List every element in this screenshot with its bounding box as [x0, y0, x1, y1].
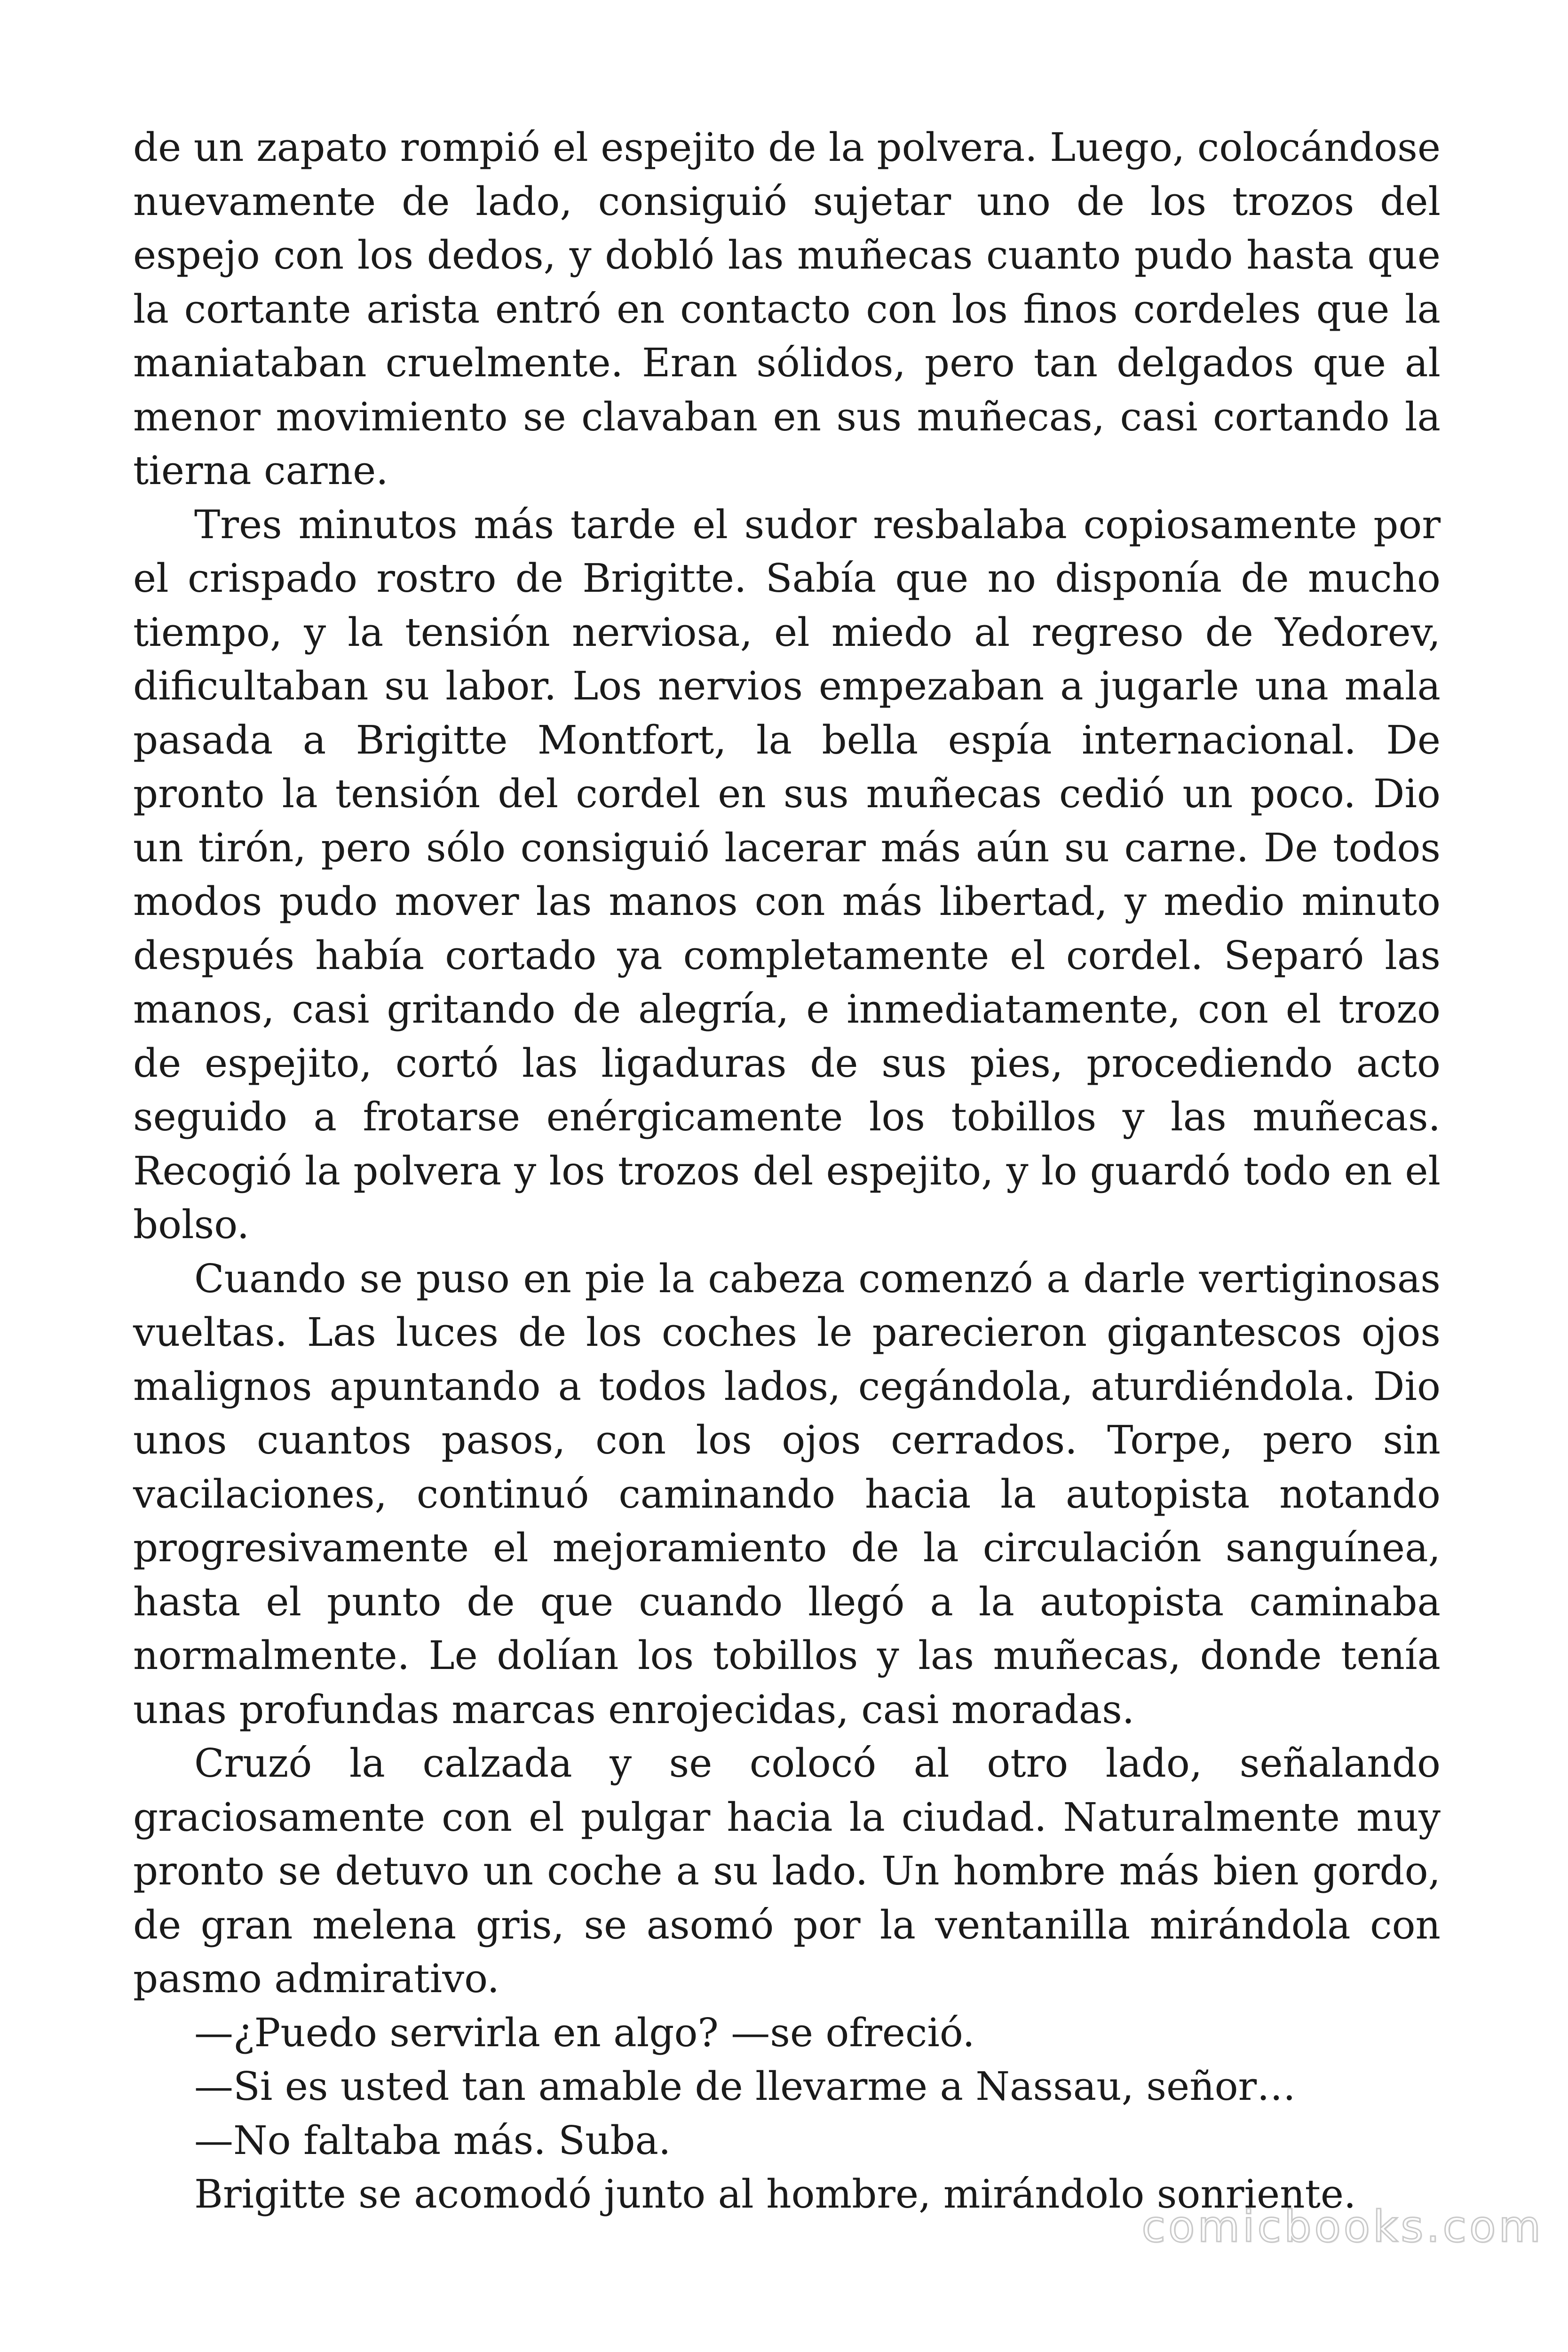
dialogue-line-2: —Si es usted tan amable de llevarme a Nassau, señor… [194, 2064, 1296, 2109]
paragraph-3: Cuando se puso en pie la cabeza comenzó a darle vertiginosas vueltas. Las luces de los coches le parecieron gigantescos ojos malignos apuntando a todos lados, cegándola, aturdiéndola. Dio unos cuantos pasos, con los ojos cerrados. Torpe, pero sin vacilaciones, continuó caminando hacia la autopista notando progresivamente el mejoramiento de la circulación sanguínea, hasta el punto de que cuando llegó a la autopista caminaba normalmente. Le dolían los tobillos y las muñecas, donde tenía unas profundas marcas enrojecidas, casi moradas. [133, 1255, 1441, 1732]
dialogue-line-1: —¿Puedo servirla en algo? —se ofreció. [194, 2010, 975, 2056]
closing-sentence: Brigitte se acomodó junto al hombre, mirándolo sonriente. [194, 2171, 1356, 2217]
dialogue-line-3: —No faltaba más. Suba. [194, 2117, 671, 2163]
body-text [133, 121, 1441, 2222]
watermark-logo: comicbooks.com [1141, 2201, 1544, 2252]
paragraph-1: de un zapato rompió el espejito de la polvera. Luego, colocándose nuevamente de lado, consiguió sujetar uno de los trozos del espejo con los dedos, y dobló las muñecas cuanto pudo hasta que la cortante arista entró en contacto con los finos cordeles que la maniataban cruelmente. Eran sólidos, pero tan delgados que al menor movimiento se clavaban en sus muñecas, casi cortando la tierna carne. [133, 125, 1441, 493]
paragraph-4: Cruzó la calzada y se colocó al otro lado, señalando graciosamente con el pulgar hacia la ciudad. Naturalmente muy pronto se detuvo un coche a su lado. Un hombre más bien gordo, de gran melena gris, se asomó por la ventanilla mirándola con pasmo admirativo. [133, 1740, 1441, 2002]
paragraph-2: Tres minutos más tarde el sudor resbalaba copiosamente por el crispado rostro de Brigitte. Sabía que no disponía de mucho tiempo, y la tensión nerviosa, el miedo al regreso de Yedorev, dificultaban su labor. Los nervios empezaban a jugarle una mala pasada a Brigitte Montfort, la bella espía internacional. De pronto la tensión del cordel en sus muñecas cedió un poco. Dio un tirón, pero sólo consiguió lacerar más aún su carne. De todos modos pudo mover las manos con más libertad, y medio minuto después había cortado ya completamente el cordel. Separó las manos, casi gritando de alegría, e inmediatamente, con el trozo de espejito, cortó las ligaduras de sus pies, procediendo acto seguido a frotarse enérgicamente los tobillos y las muñecas. Recogió la polvera y los trozos del espejito, y lo guardó todo en el bolso. [133, 501, 1441, 1248]
